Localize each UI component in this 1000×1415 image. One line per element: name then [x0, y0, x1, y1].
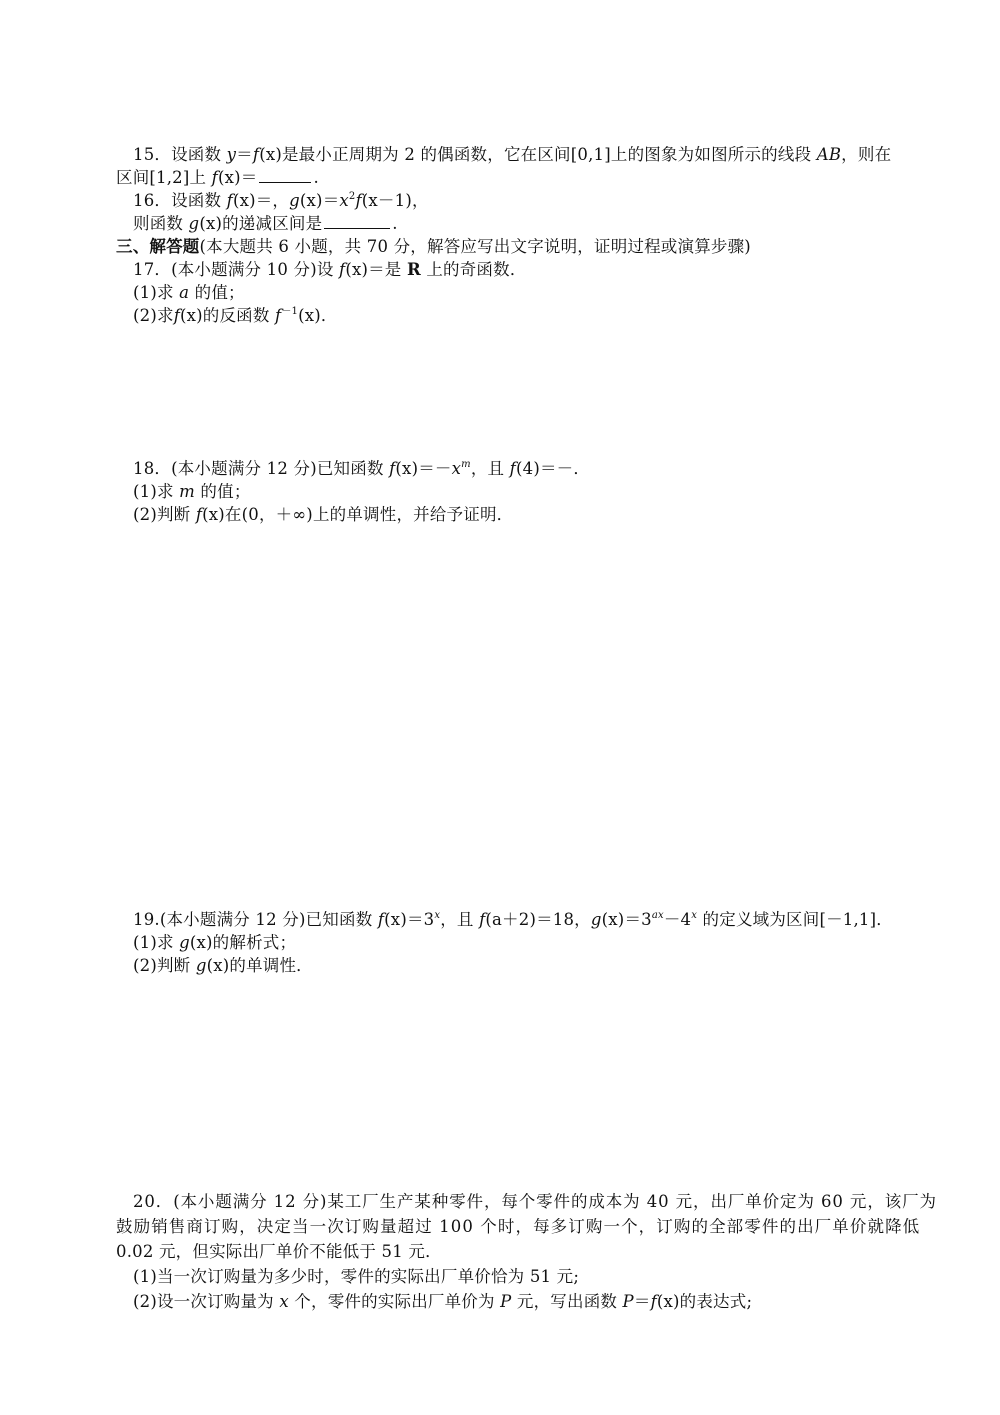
q15-text-c: ，则在	[841, 145, 892, 164]
q20-text-b: 个，零件的实际出厂单价为	[288, 1292, 501, 1311]
q17-real-set: R	[406, 260, 421, 279]
q20-text-3: 0.02 元，但实际出厂单价不能低于 51 元．	[116, 1242, 442, 1261]
q16-var-g2: g	[188, 214, 200, 233]
q19-text-e: ＝3	[624, 910, 652, 929]
q15-var-y: y	[226, 145, 237, 164]
q17-var-a: a	[179, 283, 190, 302]
q20-text-1: 20．(本小题满分 12 分)某工厂生产某种零件，每个零件的成本为 40 元，出厂单价定为 60 元，该厂为	[133, 1192, 937, 1211]
q17-var-f3: f	[275, 306, 282, 325]
q15-eq2: ＝	[240, 168, 258, 187]
q18-text: 18．(本小题满分 12 分)已知函数	[133, 459, 390, 478]
q18-part1: (1)求	[133, 482, 180, 501]
q19-var-g3: g	[195, 956, 207, 975]
q17-line-3	[133, 305, 338, 327]
q20-part2: (2)设一次订购量为	[133, 1292, 280, 1311]
q19-line-3	[133, 955, 313, 977]
q18-var-x: x	[451, 459, 462, 478]
q17-var-f: f	[339, 260, 346, 279]
q19-exponent-2: ax	[651, 910, 664, 921]
q16-text-b: ＝，	[255, 191, 290, 210]
q17-var-f2: f	[173, 306, 180, 325]
q18-text-c: ，且	[470, 459, 510, 478]
q19-var-f2: f	[479, 910, 486, 929]
q18-part2: (2)判断	[133, 505, 196, 524]
q15-line-1	[133, 144, 891, 166]
q20-part1: (1)当一次订购量为多少时，零件的实际出厂单价恰为 51 元;	[133, 1267, 580, 1286]
q20-line-2	[116, 1216, 920, 1238]
q19-text-c: ，且	[440, 910, 480, 929]
q16-var-f: f	[226, 191, 233, 210]
q16-arg-g: (x)	[299, 191, 323, 210]
q20-var-p: P	[500, 1292, 512, 1311]
q18-text-d: (4)＝－．	[515, 459, 591, 478]
q20-eq: ＝	[633, 1292, 651, 1311]
q18-exponent: m	[461, 459, 471, 470]
q19-text-d: (a＋2)＝18，	[485, 910, 591, 929]
q19-var-g: g	[590, 910, 602, 929]
section-desc: (本大题共 6 小题，共 70 分，解答应写出文字说明，证明过程或演算步骤)	[199, 237, 751, 256]
q16-text-d: (x－1)，	[361, 191, 429, 210]
q16-text-2: 则函数	[133, 214, 189, 233]
q15-arg2: (x)	[217, 168, 241, 187]
q16-var-x: x	[339, 191, 349, 210]
q18-var-f: f	[389, 459, 396, 478]
q16-text-b2: 的递减区间是	[222, 214, 323, 233]
q19-text-h: 的定义域为区间[－1,1]．	[697, 910, 893, 929]
q19-arg2: (x)	[189, 933, 213, 952]
q15-answer-blank[interactable]	[259, 168, 311, 183]
q20-line-1	[133, 1191, 937, 1213]
q17-text: 17．(本小题满分 10 分)设	[133, 260, 340, 279]
q15-var-f: f	[252, 145, 260, 164]
q19-part2: (2)判断	[133, 956, 196, 975]
q19-text-b: ＝3	[406, 910, 435, 929]
q15-line-2	[116, 167, 319, 189]
q19-line-2	[133, 932, 296, 954]
q17-text-b: ＝是	[368, 260, 407, 279]
q20-arg: (x)	[656, 1292, 680, 1311]
q20-text-d: 的表达式;	[679, 1292, 753, 1311]
q17-line-2	[133, 282, 245, 304]
q20-line-4	[133, 1266, 579, 1288]
q16-exponent: 2	[348, 191, 356, 202]
q16-var-f2: f	[355, 191, 362, 210]
section-heading	[116, 236, 751, 258]
q17-part1-end: 的值；	[189, 283, 245, 302]
q18-var-m: m	[179, 482, 195, 501]
q17-part1: (1)求	[133, 283, 180, 302]
q19-text-g: －4	[663, 910, 692, 929]
q15-var-f2: f	[211, 168, 218, 187]
q20-text-c: 元，写出函数	[511, 1292, 623, 1311]
q19-text: 19.(本小题满分 12 分)已知函数	[133, 910, 378, 929]
q16-arg: (x)	[232, 191, 256, 210]
q18-line-2	[133, 481, 251, 503]
q20-line-3	[116, 1241, 442, 1263]
q15-text: 15．设函数	[133, 145, 227, 164]
q19-line-1	[133, 909, 893, 931]
q17-part2-end: (x)．	[298, 306, 338, 325]
q18-line-1	[133, 458, 590, 480]
q16-line-1	[133, 190, 429, 212]
q16-answer-blank[interactable]	[324, 214, 390, 229]
q16-arg2: (x)	[199, 214, 223, 233]
q17-arg2: (x)	[180, 306, 203, 325]
q18-var-f3: f	[195, 505, 203, 524]
q18-part2-text: 在(0，＋∞)上的单调性，并给予证明．	[224, 505, 514, 524]
q19-var-f: f	[377, 910, 385, 929]
q20-var-x: x	[279, 1292, 289, 1311]
q19-exponent-1: x	[434, 910, 441, 921]
q18-var-f2: f	[509, 459, 516, 478]
q19-arg-g: (x)	[601, 910, 625, 929]
q16-var-g: g	[289, 191, 300, 210]
q19-arg3: (x)	[206, 956, 230, 975]
q15-segment-ab: AB	[816, 145, 842, 164]
section-title: 三、解答题	[116, 237, 200, 256]
q19-exponent-3: x	[691, 910, 698, 921]
q17-part2: (2)求	[133, 306, 174, 325]
q20-var-f: f	[650, 1292, 657, 1311]
q15-arg: (x)	[259, 145, 282, 164]
q15-interval: 区间[1,2]上	[116, 168, 212, 187]
q19-var-g2: g	[179, 933, 190, 952]
q20-line-5	[133, 1291, 752, 1313]
q17-text-c: 上的奇函数．	[420, 260, 527, 279]
q18-text-b: ＝－	[418, 459, 452, 478]
q19-part1: (1)求	[133, 933, 180, 952]
q20-text-2: 鼓励销售商订购，决定当一次订购量超过 100 个时，每多订购一个，订购的全部零件的出厂单价就降低	[116, 1217, 921, 1236]
q16-line-2	[133, 213, 398, 235]
q19-part1-end: 的解析式；	[212, 933, 297, 952]
q16-eq: ＝	[322, 191, 340, 210]
q17-part2-text: 的反函数	[202, 306, 276, 325]
q16-period: .	[392, 214, 398, 233]
q20-var-p2: P	[622, 1292, 634, 1311]
q15-period: .	[313, 168, 319, 187]
q15-text-b: 是最小正周期为 2 的偶函数，它在区间[0,1]上的图象为如图所示的线段	[281, 145, 817, 164]
q18-line-3	[133, 504, 513, 526]
q19-part2-end: 的单调性．	[229, 956, 313, 975]
q17-inverse-exponent: －1	[281, 306, 299, 317]
q18-arg: (x)	[395, 459, 419, 478]
q17-arg: (x)	[345, 260, 369, 279]
q18-part1-end: 的值；	[194, 482, 251, 501]
q15-eq: ＝	[236, 145, 253, 164]
q16-text: 16．设函数	[133, 191, 227, 210]
q19-arg: (x)	[384, 910, 407, 929]
q18-arg2: (x)	[202, 505, 225, 524]
q17-line-1	[133, 259, 527, 281]
